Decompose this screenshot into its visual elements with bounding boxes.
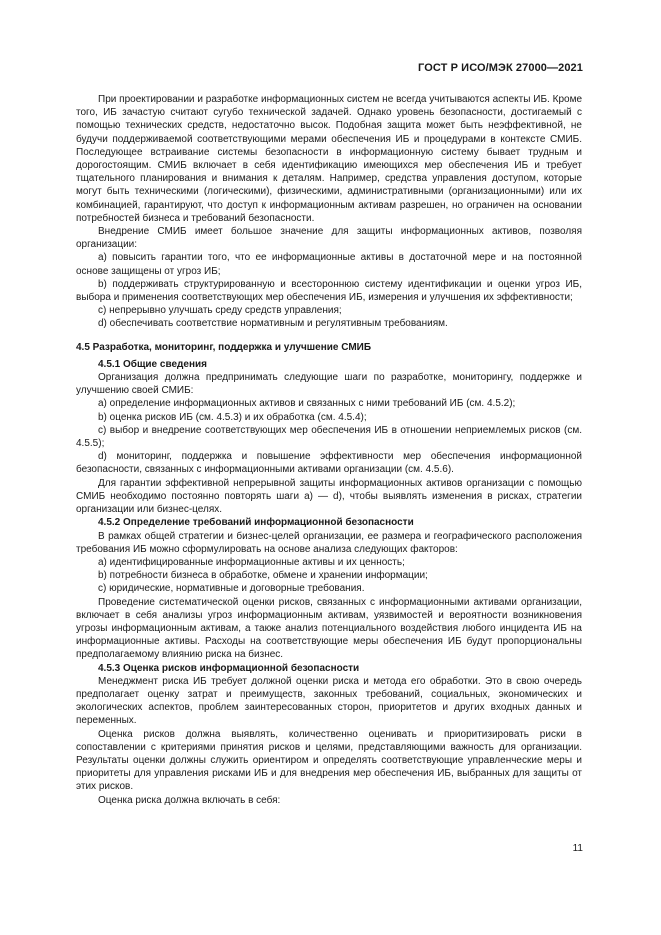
paragraph-requirements: В рамках общей стратегии и бизнес-целей организации, ее размера и географического расположения требования ИБ можно сформулировать на основе анализа следующих факторов: bbox=[76, 530, 582, 555]
paragraph-isms-implementation: Внедрение СМИБ имеет большое значение для защиты информационных активов, позволяя организации: bbox=[76, 226, 582, 251]
list-item-d: d) обеспечивать соответствие нормативным и регулятивным требованиям. bbox=[98, 318, 448, 330]
list-item-a: a) идентифицированные информационные активы и их ценность; bbox=[98, 556, 405, 568]
section-heading-4-5: 4.5 Разработка, мониторинг, поддержка и улучшение СМИБ bbox=[76, 341, 372, 353]
paragraph-risk-assessment-systematic: Проведение систематической оценки рисков, связанных с информационными активами организации, включает в себя анализы угроз информационным активам, уязвимостей и вероятности возникновения угрозы информационным активам, а также анализ потенциального воздействия любого инцидента ИБ на информационные активы. Расходы на соответствующие меры обеспечения ИБ будут пропорциональны предполагаемому влиянию риска на бизнес. bbox=[76, 596, 582, 661]
list-item-c: c) выбор и внедрение соответствующих мер обеспечения ИБ в отношении неприемлемых рисков (см. 4.5.5); bbox=[76, 424, 582, 450]
list-item-b: b) поддерживать структурированную и всестороннюю систему идентификации и оценки угроз ИБ, выбора и применения соответствующих мер обеспечения ИБ, измерения и улучшения их эффективности; bbox=[76, 278, 582, 304]
paragraph-risk-management: Менеджмент риска ИБ требует должной оценки риска и метода его обработки. Это в свою очередь предполагает оценку затрат и преимуществ, законных требований, социальных, экономических и экологических аспектов, проблем заинтересованных сторон, приоритетов и других входных данных и переменных. bbox=[76, 675, 582, 727]
list-item-b: b) потребности бизнеса в обработке, обмене и хранении информации; bbox=[98, 570, 428, 582]
subsection-heading-4-5-1: 4.5.1 Общие сведения bbox=[98, 358, 207, 370]
page-number: 11 bbox=[572, 843, 583, 854]
paragraph-intro: При проектировании и разработке информационных систем не всегда учитываются аспекты ИБ. Кроме того, ИБ зачастую считают сугубо технической задачей. Однако уровень безопасности, достигаемый с помощью технических средств, недостаточно высок. Подобная защита может быть неэффективной, не будучи поддерживаемой соответствующими мерами обеспечения ИБ и процедурами в контексте СМИБ. Последующее встраивание системы безопасности в информационную систему бывает трудным и дорогостоящим. СМИБ включает в себя идентификацию имеющихся мер обеспечения ИБ и требует тщательного планирования и внимания к деталям. Например, средства управления доступом, которые могут быть техническими (логическими), физическими, административными (организационными) или их комбинацией, гарантируют, что доступ к информационным активам разрешен, но ограничен на основании потребностей бизнеса и требований безопасности. bbox=[76, 94, 582, 224]
standard-header: ГОСТ Р ИСО/МЭК 27000—2021 bbox=[418, 62, 583, 74]
list-item-c: c) непрерывно улучшать среду средств управления; bbox=[98, 305, 342, 317]
paragraph-continuous-protection: Для гарантии эффективной непрерывной защиты информационных активов организации с помощью СМИБ необходимо постоянно повторять шаги а) — d), чтобы выявлять изменения в рисках, стратегии организации или бизнес-целях. bbox=[76, 477, 582, 516]
subsection-heading-4-5-3: 4.5.3 Оценка рисков информационной безопасности bbox=[98, 662, 360, 674]
list-item-a: a) определение информационных активов и связанных с ними требований ИБ (см. 4.5.2); bbox=[98, 398, 516, 410]
list-item-a: a) повысить гарантии того, что ее информационные активы в достаточной мере и на постоянной основе защищены от угроз ИБ; bbox=[76, 252, 582, 277]
list-item-b: b) оценка рисков ИБ (см. 4.5.3) и их обработка (см. 4.5.4); bbox=[98, 411, 367, 423]
list-item-d: d) мониторинг, поддержка и повышение эффективности мер обеспечения информационной безопасности, связанных с информационными активами организации (см. 4.5.6). bbox=[76, 451, 582, 476]
paragraph-risk-assessment-includes: Оценка риска должна включать в себя: bbox=[98, 794, 281, 806]
list-item-c: c) юридические, нормативные и договорные требования. bbox=[98, 583, 365, 595]
paragraph-risk-assessment: Оценка рисков должна выявлять, количественно оценивать и приоритизировать риски в сопоставлении с критериями принятия рисков и целями, представляющими важность для организации. Результаты оценки должны служить ориентиром и определять соответствующие управленческие меры и приоритеты для управления рисками ИБ и для внедрения мер обеспечения ИБ, выбранных для защиты от этих рисков. bbox=[76, 728, 582, 793]
subsection-heading-4-5-2: 4.5.2 Определение требований информационной безопасности bbox=[98, 517, 414, 529]
paragraph-steps: Организация должна предпринимать следующие шаги по разработке, мониторингу, поддержке и улучшению своей СМИБ: bbox=[76, 372, 582, 397]
document-body bbox=[76, 93, 582, 807]
